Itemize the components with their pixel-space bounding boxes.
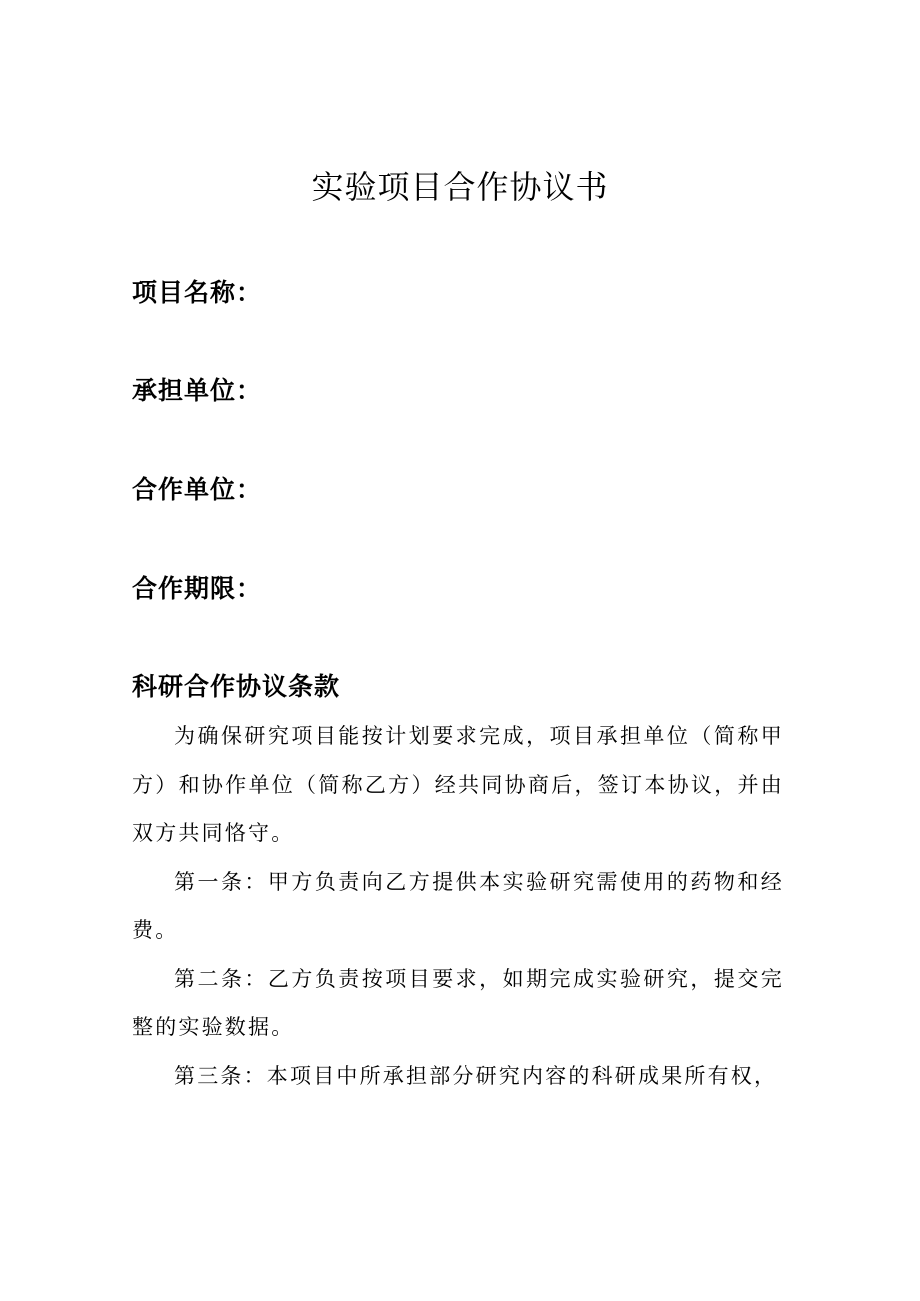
paragraph-article-3: 第三条：本项目中所承担部分研究内容的科研成果所有权， — [174, 1063, 778, 1088]
section-heading: 科研合作协议条款 — [132, 672, 341, 701]
paragraph-intro: 为确保研究项目能按计划要求完成，项目承担单位（简称甲方）和协作单位（简称乙方）经共同协商后，签订本协议，并由双方共同恪守。 — [132, 724, 784, 845]
agreement-body — [132, 712, 784, 1100]
paragraph-article-1: 第一条：甲方负责向乙方提供本实验研究需使用的药物和经费。 — [132, 869, 784, 942]
field-label-cooperation-period: 合作期限： — [132, 574, 263, 603]
paragraph-article-2: 第二条：乙方负责按项目要求，如期完成实验研究，提交完整的实验数据。 — [132, 966, 784, 1039]
field-label-cooperating-unit: 合作单位： — [132, 475, 263, 504]
field-label-undertaking-unit: 承担单位： — [132, 376, 263, 405]
document-title: 实验项目合作协议书 — [311, 168, 609, 206]
field-label-project-name: 项目名称： — [132, 278, 263, 307]
